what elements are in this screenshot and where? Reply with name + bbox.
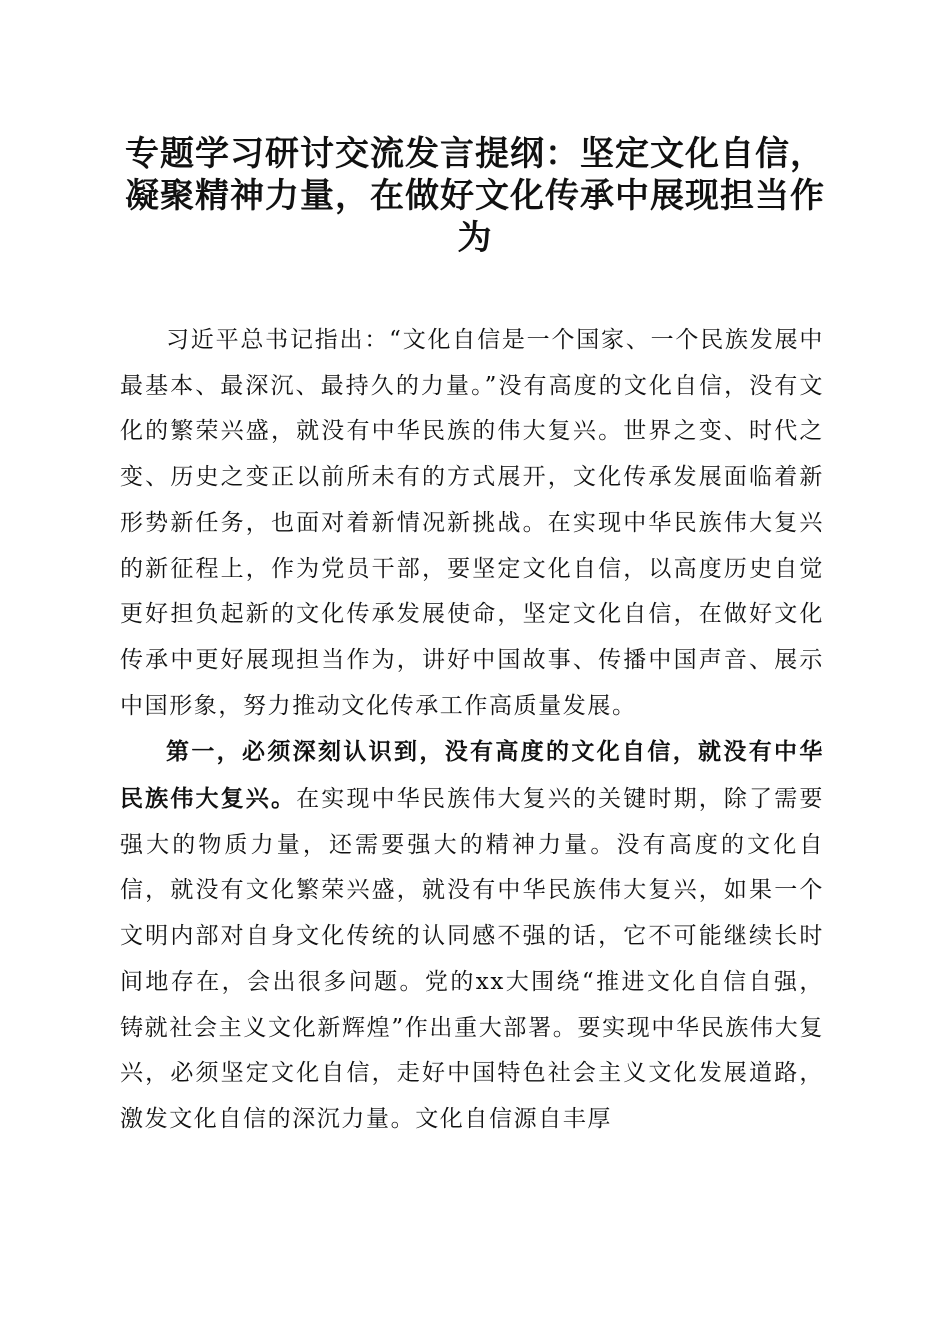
paragraph-intro-text: 习近平总书记指出：“文化自信是一个国家、一个民族发展中最基本、最深沉、最持久的力量。”没有高度的文化自信，没有文化的繁荣兴盛，就没有中华民族的伟大复兴。世界之变、时代之变、历史之变正以前所未有的方式展开，文化传承发展面临着新形势新任务，也面对着新情况新挑战。在实现中华民族伟大复兴的新征程上，作为党员干部，要坚定文化自信，以高度历史自觉更好担负起新的文化传承发展使命，坚定文化自信，在做好文化传承中更好展现担当作为，讲好中国故事、传播中国声音、展示中国形象，努力推动文化传承工作高质量发展。 [120,327,824,719]
paragraph-intro [120,318,824,729]
paragraph-point-one-lead: 第一，必须深刻认识到，没有高度的文化自信，就没有中华民族伟大复兴。 [120,738,824,813]
document-body [120,318,824,1143]
document-title: 专题学习研讨交流发言提纲：坚定文化自信，凝聚精神力量，在做好文化传承中展现担当作为 [125,134,825,258]
paragraph-point-one-text: 在实现中华民族伟大复兴的关键时期，除了需要强大的物质力量，还需要强大的精神力量。没有高度的文化自信，就没有文化繁荣兴盛，就没有中华民族伟大复兴，如果一个文明内部对自身文化传统的认同感不强的话，它不可能继续长时间地存在，会出很多问题。党的xx大围绕“推进文化自信自强，铸就社会主义文化新辉煌”作出重大部署。要实现中华民族伟大复兴，必须坚定文化自信，走好中国特色社会主义文化发展道路，激发文化自信的深沉力量。文化自信源自丰厚 [120,786,824,1132]
paragraph-point-one [120,729,824,1142]
